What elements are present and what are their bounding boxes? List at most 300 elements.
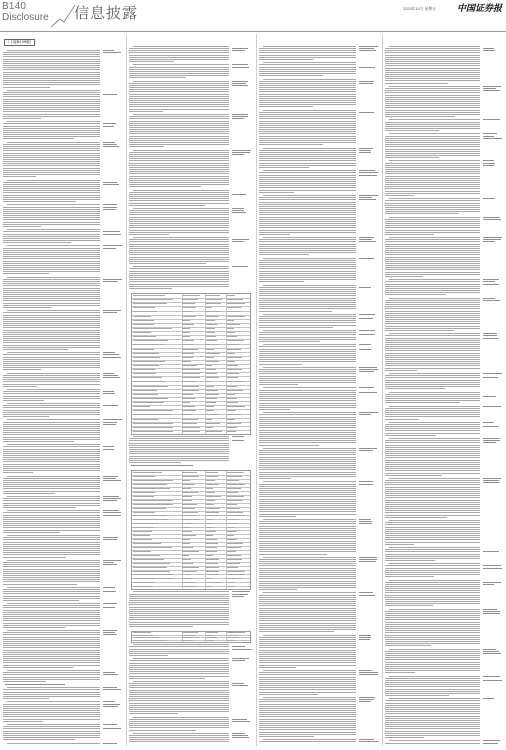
text-line xyxy=(359,674,378,675)
text-line xyxy=(7,630,100,631)
text-line xyxy=(103,312,118,313)
text-line xyxy=(227,571,245,572)
text-line xyxy=(259,627,356,628)
text-line xyxy=(3,279,100,280)
text-line xyxy=(129,271,229,272)
text-line xyxy=(259,98,356,99)
text-line xyxy=(3,412,100,413)
text-line xyxy=(129,667,229,668)
text-line xyxy=(103,144,117,145)
text-line xyxy=(182,373,200,374)
text-line xyxy=(3,78,100,79)
text-line xyxy=(103,672,116,673)
text-line xyxy=(227,578,243,579)
slash-divider-icon xyxy=(50,3,76,29)
text-line xyxy=(3,386,37,387)
text-line xyxy=(232,735,249,736)
text-line xyxy=(263,697,356,698)
text-line xyxy=(182,523,193,524)
text-line xyxy=(259,723,356,724)
text-line xyxy=(385,370,417,371)
text-line xyxy=(3,652,100,653)
text-line xyxy=(385,582,480,583)
text-line xyxy=(3,441,74,442)
text-line xyxy=(263,330,356,331)
text-line xyxy=(259,293,356,294)
text-line xyxy=(259,152,356,153)
text-line xyxy=(206,373,217,374)
text-line xyxy=(232,85,248,86)
text-line xyxy=(3,451,100,452)
text-line xyxy=(3,737,100,738)
text-line xyxy=(133,637,159,638)
text-line xyxy=(232,81,248,82)
text-line xyxy=(359,241,376,242)
text-line xyxy=(259,436,356,437)
text-line xyxy=(259,277,356,278)
text-line xyxy=(385,398,480,399)
text-line xyxy=(133,266,229,267)
text-line xyxy=(385,300,480,301)
text-line xyxy=(129,279,229,280)
text-line xyxy=(259,187,356,188)
text-line xyxy=(385,184,480,185)
text-line xyxy=(133,508,166,509)
text-line xyxy=(3,623,100,624)
text-line xyxy=(3,689,100,690)
text-line xyxy=(385,272,480,273)
text-line xyxy=(227,386,237,387)
text-line xyxy=(133,427,174,428)
text-line xyxy=(259,589,297,590)
text-line xyxy=(3,544,100,545)
text-line xyxy=(263,344,356,345)
text-line xyxy=(385,537,480,538)
text-line xyxy=(206,480,215,481)
text-line xyxy=(129,611,229,612)
text-line xyxy=(259,208,356,209)
text-line xyxy=(129,281,229,282)
column-divider xyxy=(382,34,383,746)
text-line xyxy=(385,435,436,436)
text-line xyxy=(385,400,480,401)
text-line xyxy=(129,719,229,720)
text-line xyxy=(227,365,238,366)
text-line xyxy=(103,248,117,249)
text-line xyxy=(129,210,229,211)
text-line xyxy=(259,123,356,124)
text-line xyxy=(129,678,205,679)
text-line xyxy=(385,200,480,201)
text-line xyxy=(259,710,356,711)
text-line xyxy=(385,466,480,467)
text-line xyxy=(133,398,168,399)
text-line xyxy=(3,410,100,411)
text-line xyxy=(133,419,158,420)
text-line xyxy=(133,436,229,437)
text-line xyxy=(385,682,480,683)
text-line xyxy=(385,588,480,589)
text-line xyxy=(3,706,100,707)
text-line xyxy=(133,519,168,520)
text-line xyxy=(385,274,480,275)
text-line xyxy=(133,406,150,407)
text-line xyxy=(227,390,243,391)
text-line xyxy=(259,332,356,333)
text-line xyxy=(133,515,167,516)
text-line xyxy=(483,239,501,240)
text-line xyxy=(385,718,480,719)
text-line xyxy=(483,396,496,397)
text-line xyxy=(385,65,480,66)
text-line xyxy=(3,359,100,360)
text-line xyxy=(103,510,120,511)
text-line xyxy=(227,547,241,548)
text-line xyxy=(3,296,100,297)
text-line xyxy=(103,500,118,501)
text-line xyxy=(3,432,100,433)
text-line xyxy=(385,294,446,295)
text-line xyxy=(129,75,229,76)
text-line xyxy=(259,545,356,546)
text-line xyxy=(206,386,214,387)
text-line xyxy=(385,632,480,633)
text-line xyxy=(385,328,480,329)
page-header xyxy=(0,0,506,30)
text-line xyxy=(259,721,356,722)
text-line xyxy=(3,317,100,318)
text-line xyxy=(259,683,356,684)
text-line xyxy=(133,369,155,370)
text-line xyxy=(3,493,55,494)
text-line xyxy=(359,237,374,238)
text-line xyxy=(259,639,356,640)
text-line xyxy=(259,327,333,328)
text-line xyxy=(263,739,356,740)
text-line xyxy=(259,421,356,422)
text-line xyxy=(227,476,242,477)
text-line xyxy=(182,531,192,532)
text-line xyxy=(103,446,114,447)
text-line xyxy=(182,311,192,312)
text-line xyxy=(359,344,372,345)
text-line xyxy=(103,207,117,208)
text-line xyxy=(3,82,100,83)
text-line xyxy=(385,388,445,389)
text-line xyxy=(3,470,100,471)
text-line xyxy=(259,461,356,462)
text-line xyxy=(133,190,229,191)
text-line xyxy=(3,634,100,635)
text-line xyxy=(359,112,374,113)
text-line xyxy=(359,561,376,562)
text-line xyxy=(389,406,480,407)
text-line xyxy=(133,316,152,317)
text-line xyxy=(385,410,480,411)
text-line xyxy=(259,725,356,726)
text-line xyxy=(103,184,119,185)
text-line xyxy=(133,410,173,411)
text-line xyxy=(129,125,229,126)
text-line xyxy=(3,643,100,644)
text-line xyxy=(129,129,229,130)
text-line xyxy=(133,539,152,540)
text-line xyxy=(385,731,480,732)
text-line xyxy=(206,492,215,493)
text-line xyxy=(129,646,229,647)
text-line xyxy=(182,328,190,329)
text-line xyxy=(206,390,219,391)
text-line xyxy=(227,574,245,575)
text-line xyxy=(3,426,100,427)
text-line xyxy=(129,665,229,666)
text-line xyxy=(483,338,498,339)
text-line xyxy=(385,684,480,685)
text-line xyxy=(129,214,229,215)
text-line xyxy=(259,465,356,466)
text-line xyxy=(182,332,190,333)
text-line xyxy=(385,502,480,503)
text-line xyxy=(385,227,480,228)
text-line xyxy=(3,550,100,551)
text-line xyxy=(232,646,245,647)
text-line xyxy=(206,632,219,633)
text-line xyxy=(385,182,480,183)
text-line xyxy=(259,104,356,105)
text-line xyxy=(3,87,50,88)
text-line xyxy=(129,85,229,86)
text-line xyxy=(129,669,229,670)
text-line xyxy=(182,386,199,387)
text-line xyxy=(385,597,480,598)
text-line xyxy=(182,369,200,370)
text-line xyxy=(129,730,196,731)
text-line xyxy=(133,357,161,358)
text-line xyxy=(259,266,356,267)
text-line xyxy=(103,405,119,406)
text-line xyxy=(3,103,100,104)
text-line xyxy=(259,337,356,338)
text-line xyxy=(206,476,219,477)
text-line xyxy=(263,148,356,149)
text-line xyxy=(3,379,100,380)
text-line xyxy=(133,551,152,552)
text-line xyxy=(129,252,229,253)
text-line xyxy=(385,205,480,206)
text-line xyxy=(259,643,356,644)
text-line xyxy=(385,319,480,320)
text-line xyxy=(259,239,356,240)
text-line xyxy=(7,121,100,122)
text-line xyxy=(359,519,371,520)
text-line xyxy=(7,310,100,311)
text-line xyxy=(103,607,116,608)
text-line xyxy=(359,318,374,319)
text-line xyxy=(3,192,100,193)
text-line xyxy=(259,390,356,391)
text-line xyxy=(385,241,480,242)
text-line xyxy=(259,501,356,502)
text-line xyxy=(385,76,480,77)
text-line xyxy=(385,290,480,291)
text-line xyxy=(483,48,494,49)
text-line xyxy=(385,624,480,625)
text-line xyxy=(263,557,356,558)
text-line xyxy=(483,406,501,407)
text-line xyxy=(259,163,356,164)
text-line xyxy=(385,269,480,270)
text-line xyxy=(385,468,480,469)
text-line xyxy=(3,632,100,633)
text-line xyxy=(385,568,480,569)
text-line xyxy=(3,298,100,299)
text-line xyxy=(259,339,356,340)
text-line xyxy=(129,735,229,736)
text-line xyxy=(3,325,100,326)
text-line xyxy=(359,697,376,698)
text-line xyxy=(259,87,356,88)
text-line xyxy=(3,292,100,293)
text-line xyxy=(385,728,480,729)
text-line xyxy=(385,128,480,129)
text-line xyxy=(385,529,480,530)
text-line xyxy=(182,539,190,540)
text-line xyxy=(227,357,242,358)
text-line xyxy=(483,90,500,91)
text-line xyxy=(182,402,190,403)
text-line xyxy=(3,305,100,306)
text-line xyxy=(259,459,356,460)
text-line xyxy=(389,46,480,47)
text-line xyxy=(129,118,229,119)
text-line xyxy=(483,86,501,87)
text-line xyxy=(259,434,356,435)
text-line xyxy=(259,118,356,119)
text-line xyxy=(129,144,229,145)
text-line xyxy=(206,423,221,424)
text-line xyxy=(385,213,459,214)
text-line xyxy=(385,724,480,725)
text-line xyxy=(182,353,194,354)
text-line xyxy=(3,434,100,435)
text-line xyxy=(3,207,100,208)
text-line xyxy=(3,199,100,200)
text-line xyxy=(129,186,201,187)
text-line xyxy=(206,512,219,513)
text-line xyxy=(385,693,480,694)
text-line xyxy=(232,596,244,597)
text-line xyxy=(3,645,100,646)
text-line xyxy=(206,635,213,636)
text-line xyxy=(129,67,229,68)
text-line xyxy=(259,361,356,362)
text-line xyxy=(385,531,480,532)
text-line xyxy=(182,586,198,587)
text-line xyxy=(483,740,500,741)
text-line xyxy=(259,414,356,415)
text-line xyxy=(206,539,218,540)
text-line xyxy=(3,254,100,255)
text-line xyxy=(385,482,480,483)
page-code: B140 xyxy=(2,1,27,12)
text-line xyxy=(259,325,356,326)
text-line xyxy=(259,179,356,180)
text-line xyxy=(259,217,356,218)
text-line xyxy=(263,592,356,593)
text-line xyxy=(259,252,356,253)
text-line xyxy=(129,727,229,728)
text-line xyxy=(385,211,480,212)
text-line xyxy=(3,265,100,266)
text-line xyxy=(182,500,192,501)
text-line xyxy=(103,449,114,450)
text-line xyxy=(259,230,356,231)
text-line xyxy=(259,597,356,598)
text-line xyxy=(259,656,356,657)
text-line xyxy=(259,190,356,191)
text-line xyxy=(206,535,214,536)
text-line xyxy=(259,376,356,377)
text-line xyxy=(385,292,480,293)
text-line xyxy=(385,426,480,427)
text-line xyxy=(206,324,217,325)
text-line xyxy=(3,437,100,438)
text-line xyxy=(263,110,356,111)
text-line xyxy=(182,535,196,536)
text-line xyxy=(129,596,229,597)
text-line xyxy=(385,619,480,620)
text-line xyxy=(3,512,100,513)
text-line xyxy=(129,696,229,697)
text-line xyxy=(259,308,356,309)
text-line xyxy=(259,492,356,493)
text-line xyxy=(3,72,100,73)
text-line xyxy=(359,387,374,388)
text-line xyxy=(359,369,378,370)
text-line xyxy=(259,219,356,220)
text-line xyxy=(263,195,356,196)
text-line xyxy=(3,517,100,518)
text-line xyxy=(259,298,356,299)
text-line xyxy=(483,676,500,677)
text-line xyxy=(3,726,100,727)
text-line xyxy=(7,229,100,230)
text-line xyxy=(385,651,480,652)
text-line xyxy=(103,391,114,392)
text-line xyxy=(3,696,100,697)
text-line xyxy=(103,478,117,479)
text-line xyxy=(3,96,100,97)
text-line xyxy=(385,361,480,362)
text-line xyxy=(263,314,356,315)
text-line xyxy=(385,508,480,509)
text-line xyxy=(129,219,229,220)
text-line xyxy=(129,671,229,672)
text-line xyxy=(7,603,100,604)
text-line xyxy=(259,114,356,115)
text-line xyxy=(385,186,480,187)
text-line xyxy=(182,571,197,572)
text-line xyxy=(385,386,480,387)
text-line xyxy=(3,581,100,582)
text-line xyxy=(3,562,100,563)
text-line xyxy=(259,69,356,70)
text-line xyxy=(385,510,480,511)
text-line xyxy=(129,160,229,161)
text-line xyxy=(3,637,100,638)
text-line xyxy=(389,392,480,393)
text-line xyxy=(359,412,378,413)
